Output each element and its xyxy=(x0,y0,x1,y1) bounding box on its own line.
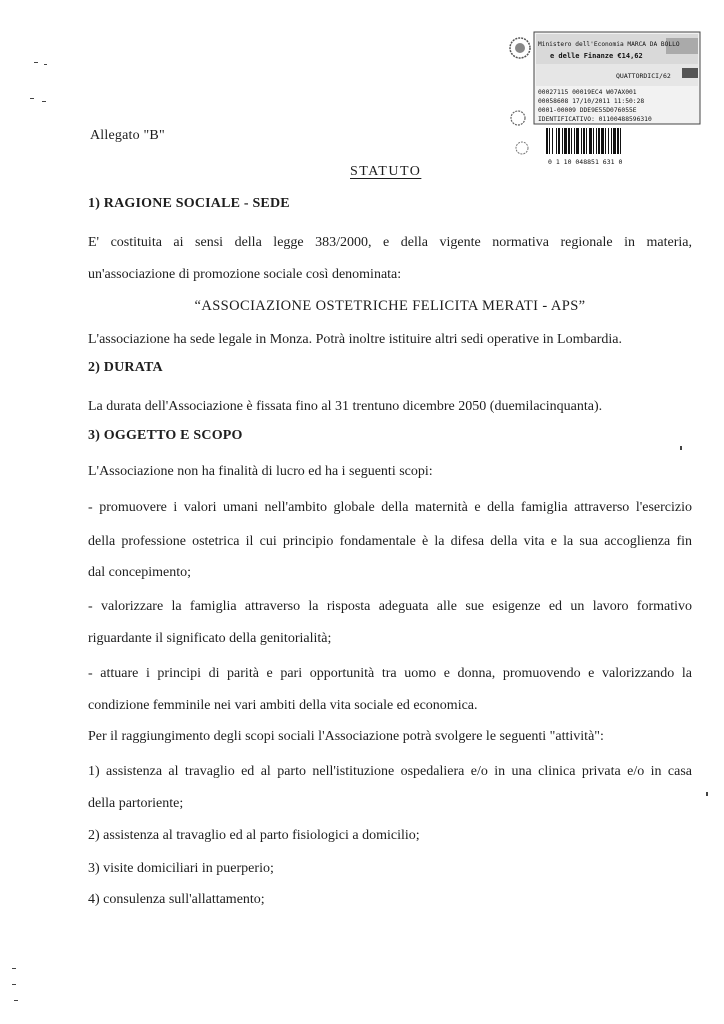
barcode-bar xyxy=(596,128,597,154)
barcode-bar xyxy=(558,128,560,154)
barcode-bar xyxy=(613,128,616,154)
scan-mark xyxy=(12,968,16,969)
paragraph-line: dal concepimento; xyxy=(88,565,192,580)
barcode-bar xyxy=(605,128,606,154)
stamp-line: Ministero dell'Economia MARCA DA BOLLO xyxy=(538,41,680,48)
scan-mark xyxy=(42,101,46,102)
paragraph-line: 4) consulenza sull'allattamento; xyxy=(88,892,265,907)
barcode-bar xyxy=(586,128,587,154)
barcode-bar xyxy=(562,128,563,154)
paragraph-line: - promuovere i valori umani nell'ambito globale della maternità e della famiglia attraverso l'esercizio xyxy=(88,500,692,515)
barcode-bar xyxy=(608,128,609,154)
association-name: “ASSOCIAZIONE OSTETRICHE FELICITA MERATI - APS” xyxy=(194,298,586,314)
barcode-bar xyxy=(568,128,570,154)
scan-mark xyxy=(14,1000,18,1001)
stamp-seal-icon xyxy=(510,38,530,154)
barcode-bar xyxy=(556,128,557,154)
stamp-line: 00058608 17/10/2011 11:50:28 xyxy=(538,98,645,105)
barcode-bar xyxy=(546,128,548,154)
barcode-bar xyxy=(617,128,619,154)
barcode-bar xyxy=(576,128,579,154)
barcode-bar xyxy=(574,128,575,154)
stamp-line: e delle Finanze €14,62 xyxy=(550,52,643,60)
paragraph-line: 1) assistenza al travaglio ed al parto nell'istituzione ospedaliera e/o in una clinica privata e/o in casa xyxy=(88,764,692,779)
paragraph-line: riguardante il significato della genitorialità; xyxy=(88,631,332,646)
paragraph-line: - valorizzare la famiglia attraverso la risposta adeguata alle sue esigenze ed un lavoro formativo xyxy=(88,599,692,614)
section-heading-oggetto-scopo: 3) OGGETTO E SCOPO xyxy=(88,428,243,443)
stamp-line: 00027115 00019EC4 W07AX001 xyxy=(538,89,637,96)
scan-mark xyxy=(706,792,708,796)
barcode-bar xyxy=(611,128,612,154)
paragraph-line: La durata dell'Associazione è fissata fino al 31 trentuno dicembre 2050 (duemilacinquanta). xyxy=(88,399,603,414)
scan-mark xyxy=(12,984,16,985)
paragraph-line: E' costituita ai sensi della legge 383/2000, e della vigente normativa regionale in materia, xyxy=(88,235,692,250)
barcode-bar xyxy=(564,128,567,154)
paragraph-line: un'associazione di promozione sociale così denominata: xyxy=(88,267,402,282)
paragraph-line: 3) visite domiciliari in puerperio; xyxy=(88,861,274,876)
section-heading-durata: 2) DURATA xyxy=(88,360,163,375)
barcode-bar xyxy=(620,128,621,154)
stamp-line: 0001-00009 DDE9E55D076055E xyxy=(538,107,637,114)
barcode-bar xyxy=(589,128,592,154)
paragraph-line: Per il raggiungimento degli scopi sociali l'Associazione potrà svolgere le seguenti "attività": xyxy=(88,729,604,744)
revenue-stamp xyxy=(506,28,702,166)
scan-mark xyxy=(44,64,47,65)
paragraph-line: 2) assistenza al travaglio ed al parto fisiologici a domicilio; xyxy=(88,828,420,843)
barcode-bar xyxy=(581,128,582,154)
paragraph-line: L'Associazione non ha finalità di lucro ed ha i seguenti scopi: xyxy=(88,464,433,479)
paragraph-line: della partoriente; xyxy=(88,796,184,811)
barcode-bar xyxy=(601,128,604,154)
section-heading-ragione-sociale: 1) RAGIONE SOCIALE - SEDE xyxy=(88,196,290,211)
barcode-bar xyxy=(571,128,572,154)
stamp-barcode-number: 0 1 10 048851 631 0 xyxy=(548,158,623,166)
paragraph-line: L'associazione ha sede legale in Monza. Potrà inoltre istituire altri sedi operative in Lombardia. xyxy=(88,332,622,347)
barcode-bar xyxy=(593,128,594,154)
barcode-bar xyxy=(598,128,600,154)
paragraph-line: condizione femminile nei vari ambiti della vita sociale ed economica. xyxy=(88,698,478,713)
barcode-bar xyxy=(552,128,553,154)
scan-mark xyxy=(30,98,34,99)
stamp-line: QUATTORDICI/62 xyxy=(616,72,671,80)
scan-mark xyxy=(680,446,682,450)
scan-mark xyxy=(34,62,38,63)
stamp-line: IDENTIFICATIVO: 01100488596310 xyxy=(538,116,652,123)
stamp-barcode xyxy=(546,128,621,154)
barcode-bar xyxy=(583,128,585,154)
barcode-bar xyxy=(549,128,550,154)
paragraph-line: - attuare i principi di parità e pari opportunità tra uomo e donna, promuovendo e valorizzando la xyxy=(88,666,692,681)
document-title: STATUTO xyxy=(350,164,422,179)
paragraph-line: della professione ostetrica il cui principio fondamentale è la difesa della vita e la sua accoglienza fin xyxy=(88,534,692,549)
allegato-label: Allegato "B" xyxy=(90,128,165,143)
